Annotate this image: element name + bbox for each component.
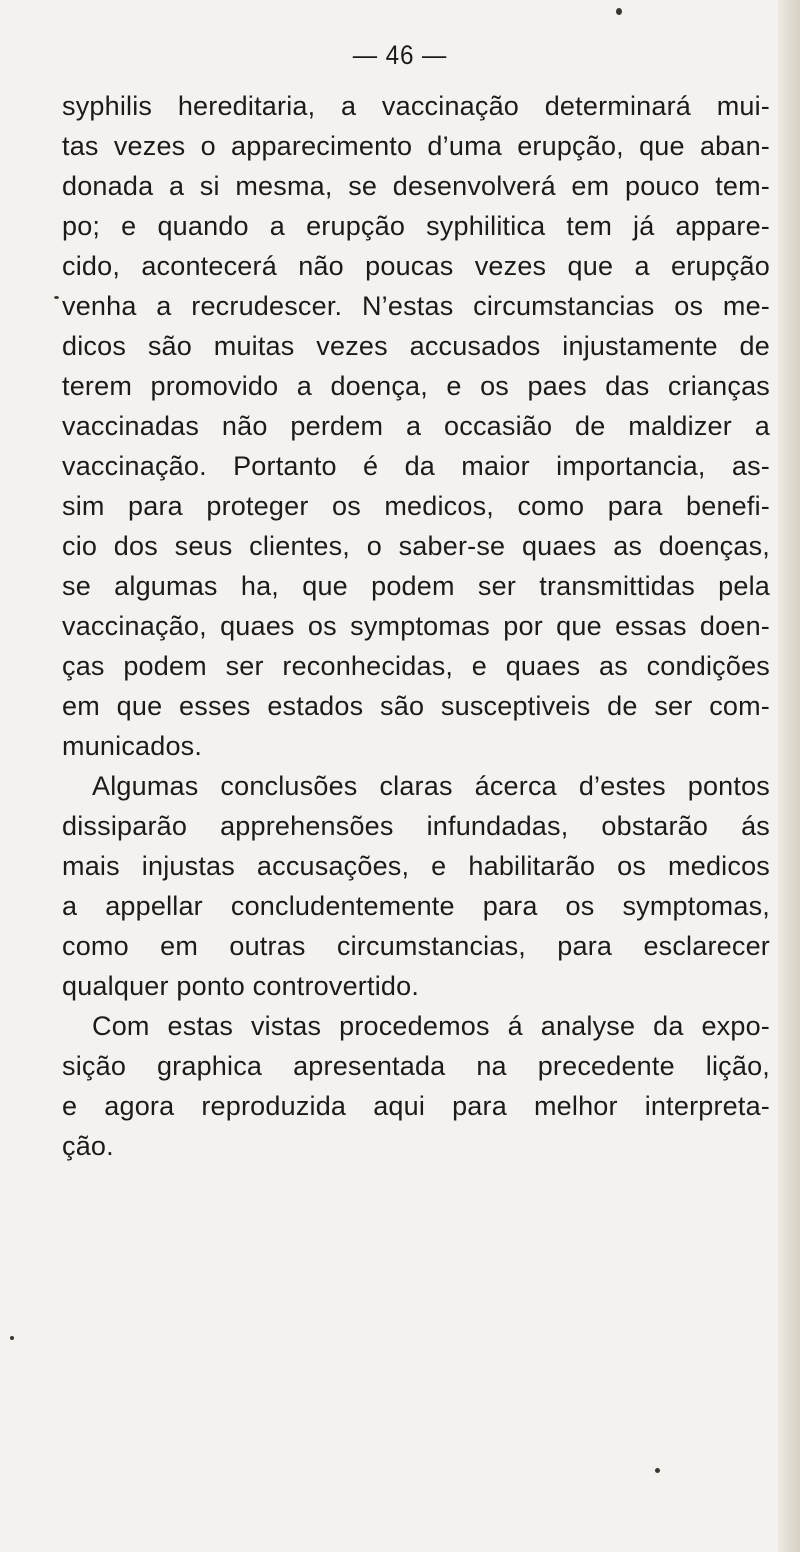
- text-line: vaccinação. Portanto é da maior importancia, as-: [62, 451, 770, 481]
- text-line: syphilis hereditaria, a vaccinação determinará mui-: [62, 91, 770, 121]
- ink-speck: [616, 8, 622, 15]
- text-line: qualquer ponto controvertido.: [62, 971, 420, 1001]
- text-line: donada a si mesma, se desenvolverá em pouco tem-: [62, 171, 770, 201]
- ink-speck: [655, 1468, 660, 1473]
- text-line: ças podem ser reconhecidas, e quaes as condições: [62, 651, 770, 681]
- text-line: dicos são muitas vezes accusados injustamente de: [62, 331, 770, 361]
- text-line: mais injustas accusações, e habilitarão os medicos: [62, 851, 770, 881]
- text-line: po; e quando a erupção syphilitica tem já appare-: [62, 211, 770, 241]
- page-number: — 46 —: [352, 40, 448, 70]
- text-line: terem promovido a doença, e os paes das crianças: [62, 371, 770, 401]
- text-line: dissiparão apprehensões infundadas, obstarão ás: [62, 811, 770, 841]
- text-line: se algumas ha, que podem ser transmittidas pela: [62, 571, 770, 601]
- text-line: tas vezes o apparecimento d’uma erupção, que aban-: [62, 131, 770, 161]
- ink-speck: [54, 296, 59, 299]
- text-line: em que esses estados são susceptiveis de ser com-: [62, 691, 770, 721]
- text-line: vaccinadas não perdem a occasião de maldizer a: [62, 411, 770, 441]
- page-edge-shadow: [778, 0, 800, 1552]
- text-line: ção.: [62, 1131, 114, 1161]
- text-line: a appellar concludentemente para os symptomas,: [62, 891, 770, 921]
- text-line: sim para proteger os medicos, como para benefi-: [62, 491, 770, 521]
- text-line: venha a recrudescer. N’estas circumstancias os me-: [62, 291, 770, 321]
- text-line: e agora reproduzida aqui para melhor interpreta-: [62, 1091, 770, 1121]
- text-line: vaccinação, quaes os symptomas por que essas doen-: [62, 611, 770, 641]
- ink-speck: [10, 1336, 14, 1340]
- text-line: cido, acontecerá não poucas vezes que a erupção: [62, 251, 770, 281]
- text-line: cio dos seus clientes, o saber-se quaes as doenças,: [62, 531, 770, 561]
- text-line: Algumas conclusões claras ácerca d’estes pontos: [92, 771, 770, 801]
- body-text: [62, 86, 770, 1166]
- text-line: municados.: [62, 731, 203, 761]
- text-line: sição graphica apresentada na precedente lição,: [62, 1051, 770, 1081]
- text-line: Com estas vistas procedemos á analyse da expo-: [92, 1011, 770, 1041]
- text-line: como em outras circumstancias, para esclarecer: [62, 931, 770, 961]
